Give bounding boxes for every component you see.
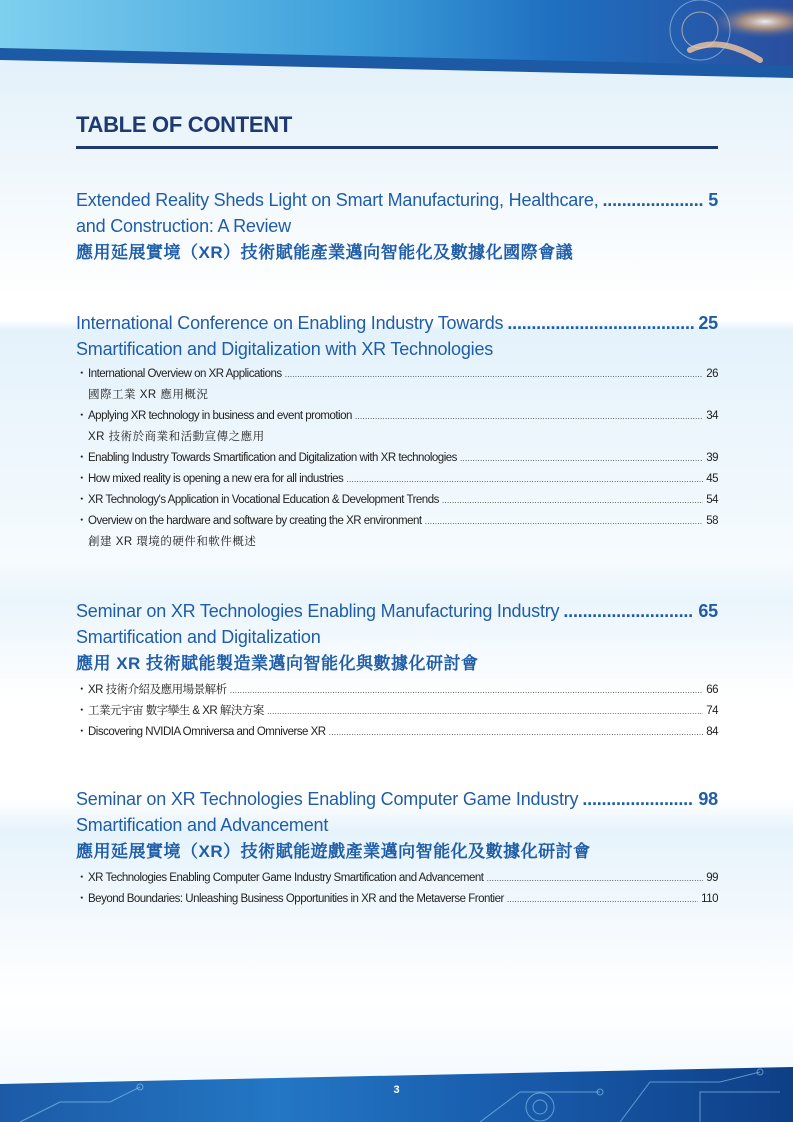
leader-dots bbox=[582, 786, 694, 812]
entry-list bbox=[76, 680, 718, 743]
leader-dots bbox=[563, 598, 694, 624]
leader-dots bbox=[230, 680, 704, 701]
toc-entry[interactable] bbox=[76, 406, 718, 448]
bullet: ・ bbox=[76, 410, 87, 422]
leader-dots bbox=[355, 406, 703, 427]
section-heading[interactable] bbox=[76, 310, 718, 336]
section-heading[interactable] bbox=[76, 598, 718, 624]
toc-entry[interactable] bbox=[76, 511, 718, 553]
bullet: ・ bbox=[76, 368, 87, 380]
header-banner bbox=[0, 0, 793, 78]
section-page-number: 98 bbox=[698, 789, 718, 809]
entry-chinese-title: 國際工業 XR 應用概況 bbox=[88, 389, 209, 401]
entry-page-number: 66 bbox=[706, 684, 718, 696]
leader-dots bbox=[425, 511, 704, 532]
entry-title: Applying XR technology in business and event promotion bbox=[88, 410, 352, 422]
bullet: ・ bbox=[76, 684, 87, 696]
entry-page-number: 58 bbox=[706, 515, 718, 527]
section-page-number: 5 bbox=[708, 190, 718, 210]
bullet: ・ bbox=[76, 705, 87, 717]
leader-dots bbox=[460, 448, 703, 469]
bullet: ・ bbox=[76, 473, 87, 485]
entry-page-number: 84 bbox=[706, 726, 718, 738]
bullet: ・ bbox=[76, 494, 87, 506]
toc-entry[interactable] bbox=[76, 469, 718, 490]
toc-entry[interactable] bbox=[76, 868, 718, 889]
section-title-continued: and Construction: A Review bbox=[76, 216, 291, 236]
entry-title: International Overview on XR Applications bbox=[88, 368, 282, 380]
entry-page-number: 26 bbox=[706, 368, 718, 380]
entry-list bbox=[76, 868, 718, 910]
section-title-continued: Smartification and Advancement bbox=[76, 815, 329, 835]
section-title: Seminar on XR Technologies Enabling Manufacturing Industry bbox=[76, 601, 560, 621]
entry-chinese-title: 創建 XR 環境的硬件和軟件概述 bbox=[88, 536, 257, 548]
entry-page-number: 74 bbox=[706, 705, 718, 717]
section-title: International Conference on Enabling Industry Towards bbox=[76, 313, 504, 333]
toc-entry[interactable] bbox=[76, 448, 718, 469]
entry-page-number: 45 bbox=[706, 473, 718, 485]
entry-chinese-title: XR 技術於商業和活動宣傳之應用 bbox=[88, 431, 265, 443]
leader-dots bbox=[507, 310, 694, 336]
entry-title: Beyond Boundaries: Unleashing Business Opportunities in XR and the Metaverse Frontier bbox=[88, 893, 504, 905]
section-chinese-title: 應用延展實境（XR）技術賦能產業邁向智能化及數據化國際會議 bbox=[76, 243, 574, 262]
toc-section-3[interactable] bbox=[76, 598, 718, 743]
bullet: ・ bbox=[76, 726, 87, 738]
entry-title: XR Technologies Enabling Computer Game Industry Smartification and Advancement bbox=[88, 872, 484, 884]
entry-title: Overview on the hardware and software by creating the XR environment bbox=[88, 515, 422, 527]
toc-entry[interactable] bbox=[76, 364, 718, 406]
entry-title: 工業元宇宙 數字孿生 & XR 解決方案 bbox=[88, 705, 264, 717]
leader-dots bbox=[329, 722, 704, 743]
entry-title: XR Technology's Application in Vocational Education & Development Trends bbox=[88, 494, 439, 506]
entry-page-number: 54 bbox=[706, 494, 718, 506]
section-title: Seminar on XR Technologies Enabling Computer Game Industry bbox=[76, 789, 579, 809]
title-divider bbox=[76, 146, 718, 149]
leader-dots bbox=[285, 364, 704, 385]
entry-page-number: 39 bbox=[706, 452, 718, 464]
section-chinese-title: 應用 XR 技術賦能製造業邁向智能化與數據化研討會 bbox=[76, 654, 479, 673]
entry-page-number: 99 bbox=[706, 872, 718, 884]
entry-title: XR 技術介紹及應用場景解析 bbox=[88, 684, 227, 696]
toc-entry[interactable] bbox=[76, 490, 718, 511]
toc-entry[interactable] bbox=[76, 889, 718, 910]
section-title-continued: Smartification and Digitalization with XR Technologies bbox=[76, 339, 494, 359]
section-page-number: 25 bbox=[698, 313, 718, 333]
bullet: ・ bbox=[76, 893, 87, 905]
bullet: ・ bbox=[76, 452, 87, 464]
section-title-continued: Smartification and Digitalization bbox=[76, 627, 321, 647]
leader-dots bbox=[486, 868, 703, 889]
toc-section-4[interactable] bbox=[76, 786, 718, 910]
section-page-number: 65 bbox=[698, 601, 718, 621]
leader-dots bbox=[346, 469, 703, 490]
section-title: Extended Reality Sheds Light on Smart Manufacturing, Healthcare, bbox=[76, 190, 599, 210]
leader-dots bbox=[603, 187, 705, 213]
section-chinese-title: 應用延展實境（XR）技術賦能遊戲產業邁向智能化及數據化研討會 bbox=[76, 842, 591, 861]
toc-entry[interactable] bbox=[76, 680, 718, 701]
page-number: 3 bbox=[393, 1084, 400, 1096]
toc-section-1[interactable] bbox=[76, 187, 718, 267]
toc-section-2[interactable] bbox=[76, 310, 718, 553]
entry-title: Discovering NVIDIA Omniversa and Omniverse XR bbox=[88, 726, 326, 738]
leader-dots bbox=[442, 490, 703, 511]
toc-entry[interactable] bbox=[76, 722, 718, 743]
leader-dots bbox=[267, 701, 703, 722]
entry-page-number: 110 bbox=[701, 893, 718, 905]
leader-dots bbox=[507, 889, 698, 910]
toc-entry[interactable] bbox=[76, 701, 718, 722]
page-title: TABLE OF CONTENT bbox=[76, 112, 292, 137]
entry-list bbox=[76, 364, 718, 553]
entry-page-number: 34 bbox=[706, 410, 718, 422]
entry-title: Enabling Industry Towards Smartification and Digitalization with XR technologies bbox=[88, 452, 457, 464]
section-heading[interactable] bbox=[76, 786, 718, 812]
bullet: ・ bbox=[76, 872, 87, 884]
section-heading[interactable] bbox=[76, 187, 718, 213]
entry-title: How mixed reality is opening a new era for all industries bbox=[88, 473, 344, 485]
bullet: ・ bbox=[76, 515, 87, 527]
